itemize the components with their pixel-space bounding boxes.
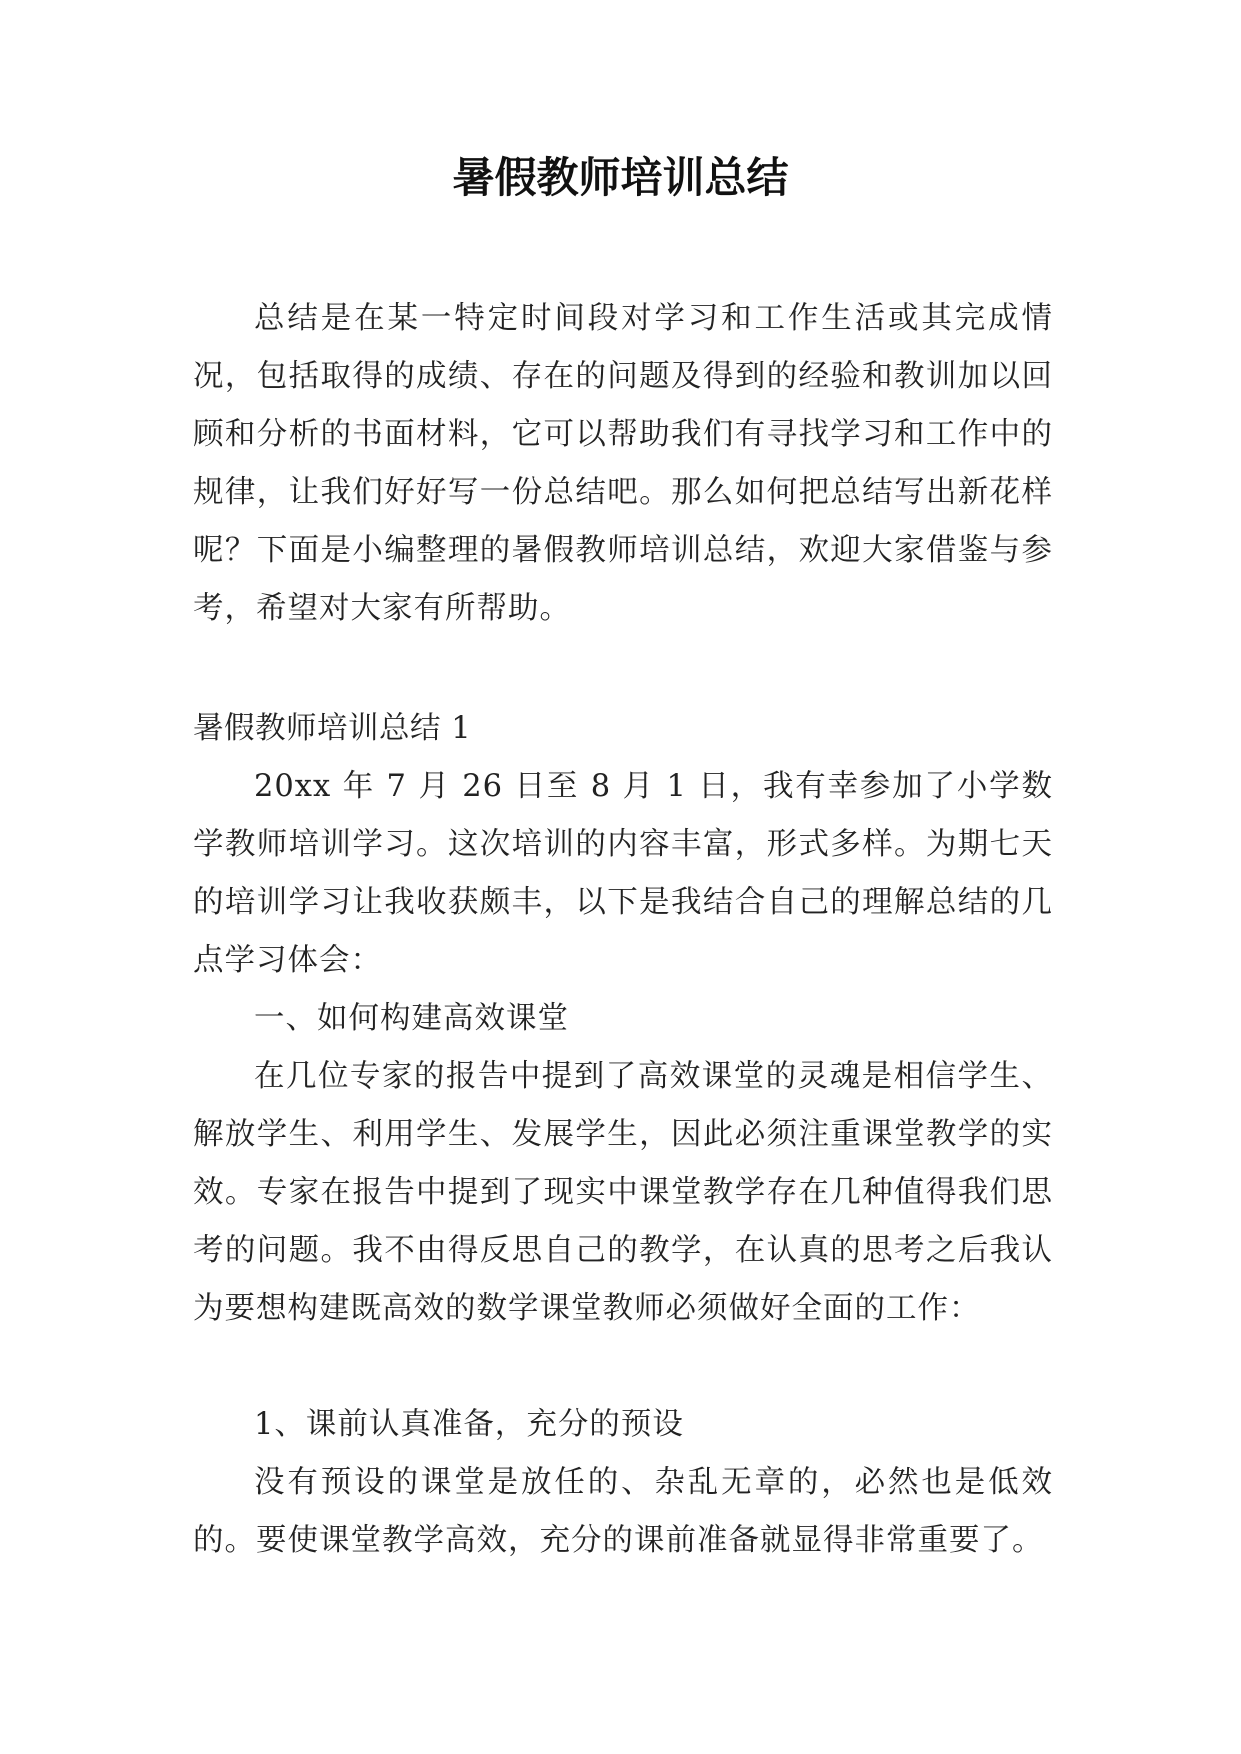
body-paragraph-1: 20xx 年 7 月 26 日至 8 月 1 日，我有幸参加了小学数学教师培训学习。这次培训的内容丰富，形式多样。为期七天的培训学习让我收获颇丰，以下是我结合自己的理解总结的几点学习体会： — [193, 769, 1053, 978]
intro-paragraph: 总结是在某一特定时间段对学习和工作生活或其完成情况，包括取得的成绩、存在的问题及得到的经验和教训加以回顾和分析的书面材料，它可以帮助我们有寻找学习和工作中的规律，让我们好好写一份总结吧。那么如何把总结写出新花样呢？下面是小编整理的暑假教师培训总结，欢迎大家借鉴与参考，希望对大家有所帮助。 — [193, 301, 1053, 626]
subheading-1: 一、如何构建高效课堂 — [254, 1001, 569, 1036]
body-paragraph-3: 没有预设的课堂是放任的、杂乱无章的，必然也是低效的。要使课堂教学高效，充分的课前准备就显得非常重要了。 — [193, 1465, 1053, 1558]
section-heading: 暑假教师培训总结 1 — [193, 711, 472, 746]
subheading-2: 1、课前认真准备，充分的预设 — [254, 1407, 684, 1442]
body-paragraph-2: 在几位专家的报告中提到了高效课堂的灵魂是相信学生、解放学生、利用学生、发展学生，因此必须注重课堂教学的实效。专家在报告中提到了现实中课堂教学存在几种值得我们思考的问题。我不由得反思自己的教学，在认真的思考之后我认为要想构建既高效的数学课堂教师必须做好全面的工作： — [193, 1059, 1053, 1326]
document-title: 暑假教师培训总结 — [452, 153, 789, 202]
